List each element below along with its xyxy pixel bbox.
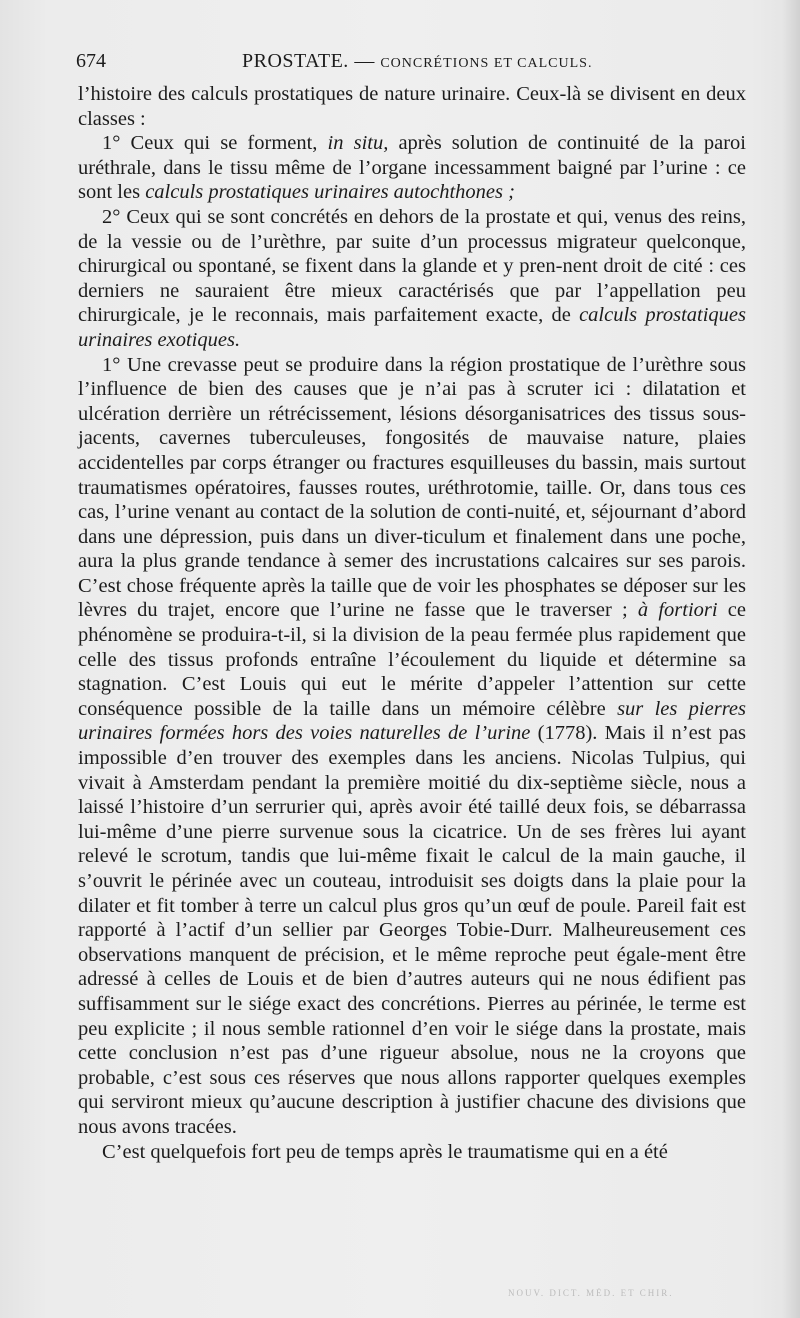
body-text [78,82,746,1164]
header-dash: — [354,50,375,72]
paragraph-text: C’est quelquefois fort peu de temps après le traumatisme qui en a été [102,1140,668,1163]
page-number: 674 [76,50,106,72]
paragraph-text: 1° Ceux qui se forment, [102,132,328,155]
running-title [242,46,592,79]
paragraph-text: (1778). Mais il n’est pas impossible d’en trouver des exemples dans les anciens. Nicolas Tulpius, qui vivait à Amsterdam pendant la première moitié du dix-septième siècle, nous a laissé l’histoire d’un serrurier qui, après avoir été taillé deux fois, se débarrassa lui-même d’une pierre survenue sous la cicatrice. Un de ses frères lui ayant relevé le scrotum, tandis que lui-même fixait le calcul de la main gauche, il s’ouvrit le périnée avec un couteau, introduisit ses doigts dans la plaie pour la dilater et fit tomber à terre un calcul plus gros qu’un œuf de poule. Pareil fait est rapporté à l’actif d’un sellier par Georges Tobie-Durr. Malheureusement ces observations manquent de précision, et le même reproche peut égale-ment être adressé à celles de Louis et de bien d’autres auteurs qui ne nous édifient pas suffisamment sur le siége exact des concrétions. Pierres au périnée, le terme est peu explicite ; il nous semble rationnel d’en voir le siége dans la prostate, mais cette conclusion n’est pas d’une rigueur absolue, nous ne la croyons que probable, c’est sous ces réserves que nous allons rapporter quelques exemples qui serviront mieux qu’aucune description à justifier chacune des divisions que nous avons tracées. [78,722,746,1138]
paragraph-text: 1° Une crevasse peut se produire dans la région prostatique de l’urèthre sous l’influence de bien des causes que je n’ai pas à scruter ici : dilatation et ulcération derrière un rétrécissement, lésions désorganisatrices des tissus sous-jacents, cavernes tuberculeuses, fongosités de mauvaise nature, plaies accidentelles par corps étranger ou fractures esquilleuses du bassin, mais surtout traumatismes opératoires, fausses routes, uréthrotomie, taille. Or, dans tous ces cas, l’urine venant au contact de la solution de conti-nuité, et, séjournant d’abord dans une dépression, puis dans un diver-ticulum et finalement dans une poche, aura la plus grande tendance à semer des incrustations calcaires sur ses parois. C’est chose fréquente après la taille que de voir les phosphates se déposer sur les lèvres du trajet, encore que l’urine ne fasse que le traverser ; [78,353,746,622]
paragraph [78,205,746,353]
italic-text: in situ, [327,132,389,155]
paragraph [78,353,746,1140]
italic-text: calculs prostatiques urinaires exotiques. [78,304,746,351]
header-title: PROSTATE. [242,50,349,72]
paragraph [78,1140,746,1165]
signature-mark: NOUV. DICT. MÉD. ET CHIR. [508,1288,674,1298]
paragraph-text: ce phénomène se produira-t-il, si la division de la peau fermée plus rapidement que celle des tissus profonds entraîne l’écoulement du liquide et détermine sa stagnation. C’est Louis qui eut le mérite d’appeler l’attention sur cette conséquence possible de la taille dans un mémoire célèbre [78,599,746,720]
header-subtitle: CONCRÉTIONS ET CALCULS. [380,56,593,71]
paragraph [78,131,746,205]
italic-text: à fortiori [637,599,718,622]
paragraph-text: après solution de continuité de la paroi uréthrale, dans le tissu même de l’organe incessamment baigné par l’urine : ce sont les [78,132,746,204]
italic-text: sur les pierres urinaires formées hors des voies naturelles de l’urine [78,697,747,745]
paragraph-text: 2° Ceux qui se sont concrétés en dehors de la prostate et qui, venus des reins, de la vessie ou de l’urèthre, par suite d’un processus migrateur quelconque, chirurgical ou spontané, se fixent dans la glande et y pren-nent droit de cité : ces derniers ne sauraient être mieux caractérisés que par l’appellation peu chirurgicale, je le reconnais, mais parfaitement exacte, de [78,205,746,327]
italic-text: calculs prostatiques urinaires autochthones ; [145,181,515,204]
running-header [76,46,746,76]
paragraph [78,82,746,131]
page-gutter-shadow [782,0,800,1318]
paragraph-text: l’histoire des calculs prostatiques de nature urinaire. Ceux-là se divisent en deux classes : [78,83,746,130]
